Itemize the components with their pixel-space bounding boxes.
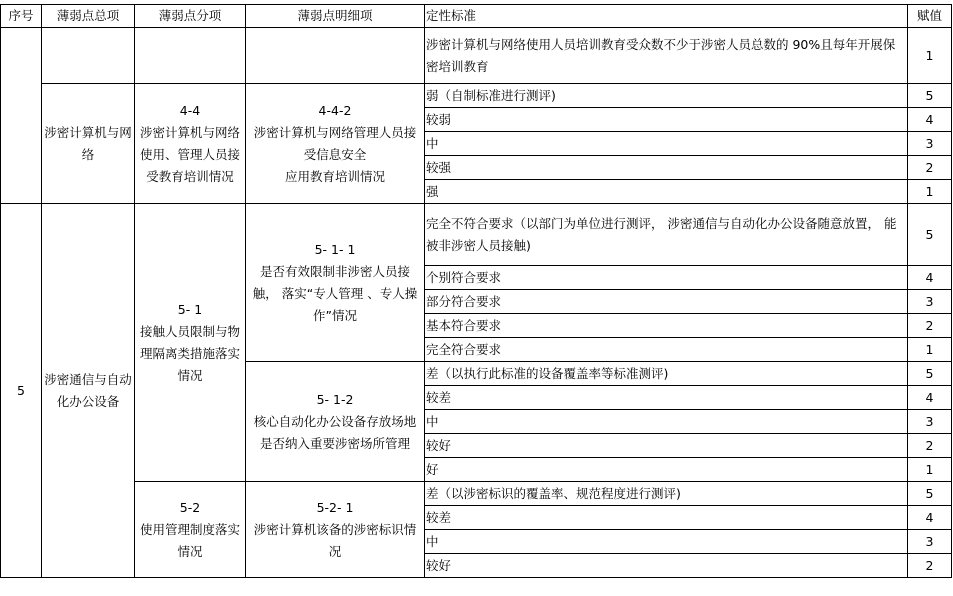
standard-cell: 差（以执行此标准的设备覆盖率等标准测评) bbox=[425, 362, 908, 386]
subcategory-cell bbox=[135, 482, 246, 578]
score-cell: 1 bbox=[908, 458, 952, 482]
header-detail: 薄弱点明细项 bbox=[246, 5, 425, 28]
subcategory-label: 涉密计算机与网络使用、管理人员接受教育培训情况 bbox=[139, 124, 240, 184]
subcategory-label: 使用管理制度落实情况 bbox=[139, 521, 240, 559]
seq-cell-empty bbox=[1, 28, 42, 204]
category-cell bbox=[42, 84, 135, 204]
detail-cell bbox=[246, 204, 425, 362]
table-row bbox=[1, 28, 952, 84]
header-category: 薄弱点总项 bbox=[42, 5, 135, 28]
score-cell: 1 bbox=[908, 180, 952, 204]
standard-cell: 较强 bbox=[425, 156, 908, 180]
category-label: 涉密计算机与网络 bbox=[44, 124, 132, 162]
detail-code: 5- 1-2 bbox=[316, 391, 354, 407]
standard-cell: 较好 bbox=[425, 554, 908, 578]
score-cell: 1 bbox=[908, 28, 952, 84]
standard-cell: 差（以涉密标识的覆盖率、规范程度进行测评) bbox=[425, 482, 908, 506]
detail-code: 5-2- 1 bbox=[316, 499, 354, 515]
score-cell: 2 bbox=[908, 314, 952, 338]
score-cell: 1 bbox=[908, 338, 952, 362]
detail-label: 应用教育培训情况 bbox=[284, 168, 385, 184]
score-cell: 3 bbox=[908, 290, 952, 314]
standard-cell: 好 bbox=[425, 458, 908, 482]
score-cell: 3 bbox=[908, 530, 952, 554]
standard-cell: 中 bbox=[425, 410, 908, 434]
standard-cell: 部分符合要求 bbox=[425, 290, 908, 314]
standard-cell: 基本符合要求 bbox=[425, 314, 908, 338]
detail-code: 4-4-2 bbox=[318, 102, 352, 118]
score-cell: 4 bbox=[908, 108, 952, 132]
score-cell: 2 bbox=[908, 156, 952, 180]
category-cell-empty bbox=[42, 28, 135, 84]
score-cell: 4 bbox=[908, 506, 952, 530]
standard-cell: 弱（自制标准进行测评) bbox=[425, 84, 908, 108]
header-seq: 序号 bbox=[1, 5, 42, 28]
standard-cell: 完全不符合要求（以部门为单位进行测评， 涉密通信与自动化办公设备随意放置， 能被非涉密人员接触) bbox=[425, 204, 908, 266]
score-cell: 2 bbox=[908, 434, 952, 458]
detail-label: 是否有效限制非涉密人员接触， 落实“专人管理 、专人操作”情况 bbox=[252, 263, 418, 323]
score-cell: 4 bbox=[908, 386, 952, 410]
subcategory-cell-empty bbox=[135, 28, 246, 84]
subcategory-cell bbox=[135, 204, 246, 482]
detail-code: 5- 1- 1 bbox=[314, 241, 356, 257]
score-cell: 5 bbox=[908, 362, 952, 386]
table-row bbox=[1, 482, 952, 506]
standard-cell: 较差 bbox=[425, 506, 908, 530]
header-row bbox=[1, 5, 952, 28]
score-cell: 4 bbox=[908, 266, 952, 290]
score-cell: 2 bbox=[908, 554, 952, 578]
standard-cell: 较好 bbox=[425, 434, 908, 458]
subcategory-cell bbox=[135, 84, 246, 204]
table-row bbox=[1, 84, 952, 108]
standard-cell: 个别符合要求 bbox=[425, 266, 908, 290]
detail-label: 涉密计算机该备的涉密标识情况 bbox=[253, 521, 417, 559]
score-cell: 5 bbox=[908, 84, 952, 108]
standard-cell: 强 bbox=[425, 180, 908, 204]
detail-label: 涉密计算机与网络管理人员接受信息安全 bbox=[253, 124, 417, 162]
standard-cell: 较弱 bbox=[425, 108, 908, 132]
score-cell: 3 bbox=[908, 132, 952, 156]
subcategory-code: 5- 1 bbox=[177, 301, 203, 317]
score-cell: 5 bbox=[908, 204, 952, 266]
standard-cell: 中 bbox=[425, 132, 908, 156]
category-label: 涉密通信与自动化办公设备 bbox=[44, 371, 132, 409]
standard-cell: 涉密计算机与网络使用人员培训教育受众数不少于涉密人员总数的 90%且每年开展保密培训教育 bbox=[425, 28, 908, 84]
table-row bbox=[1, 204, 952, 266]
standard-cell: 完全符合要求 bbox=[425, 338, 908, 362]
header-score: 赋值 bbox=[908, 5, 952, 28]
subcategory-code: 5-2 bbox=[179, 499, 201, 515]
standard-cell: 中 bbox=[425, 530, 908, 554]
subcategory-label: 接触人员限制与物理隔离类措施落实情况 bbox=[139, 323, 240, 383]
detail-cell-empty bbox=[246, 28, 425, 84]
category-cell bbox=[42, 204, 135, 578]
detail-cell bbox=[246, 84, 425, 204]
header-standard: 定性标准 bbox=[425, 5, 908, 28]
seq-cell: 5 bbox=[1, 204, 42, 578]
detail-label: 核心自动化办公设备存放场地是否纳入重要涉密场所管理 bbox=[253, 413, 417, 451]
weakness-evaluation-table bbox=[0, 4, 952, 578]
header-subcategory: 薄弱点分项 bbox=[135, 5, 246, 28]
subcategory-code: 4-4 bbox=[179, 102, 201, 118]
detail-cell bbox=[246, 482, 425, 578]
detail-cell bbox=[246, 362, 425, 482]
score-cell: 3 bbox=[908, 410, 952, 434]
score-cell: 5 bbox=[908, 482, 952, 506]
standard-cell: 较差 bbox=[425, 386, 908, 410]
